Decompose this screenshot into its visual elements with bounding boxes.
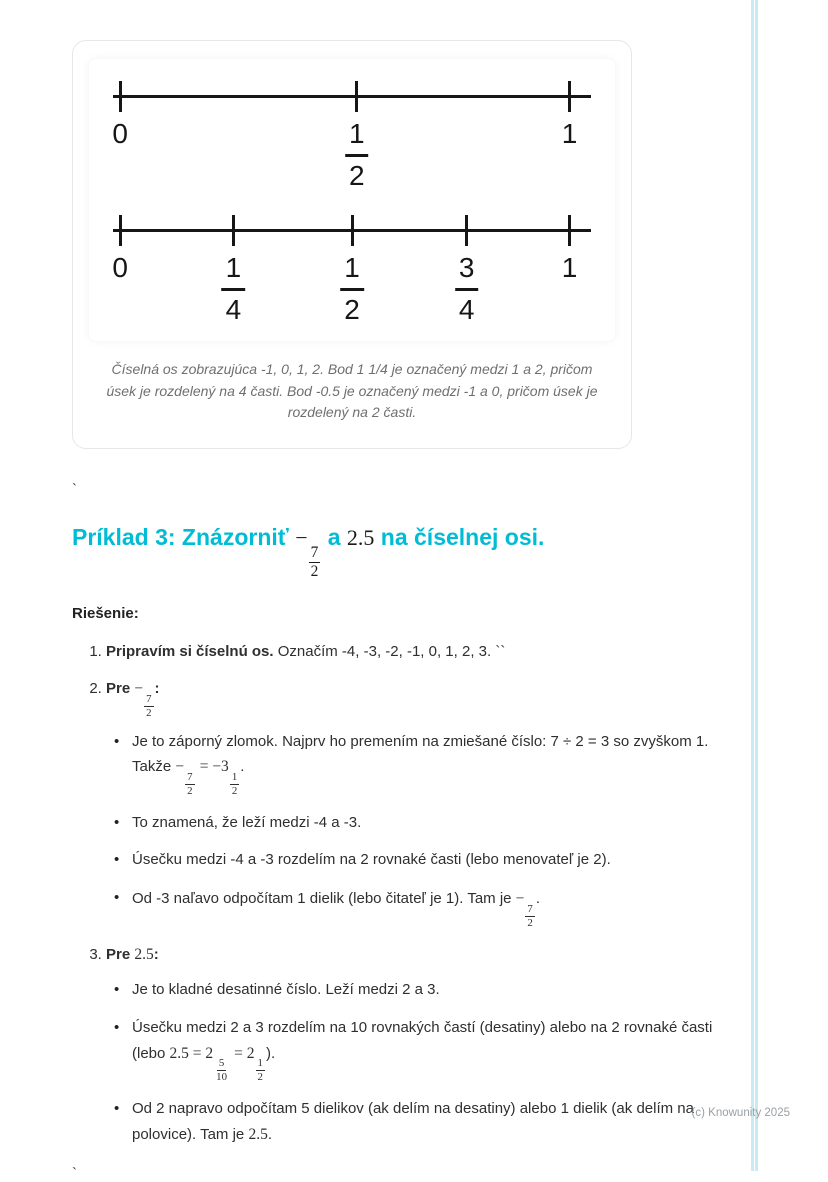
solution-steps — [72, 640, 720, 1148]
bullet-text: ). — [265, 1044, 276, 1062]
heading-text: na číselnej osi. — [380, 524, 545, 551]
bullet-item — [128, 811, 720, 836]
tick-mark — [119, 215, 122, 246]
step-negative-fraction — [106, 676, 720, 929]
math-mixed-fraction: $\frac{5}{10}$ — [216, 1057, 227, 1084]
tick-mark — [232, 215, 235, 246]
step-bold-text: Pripravím si číselnú os. — [106, 642, 274, 660]
math-fraction: − $\frac{7}{2}$ — [134, 680, 152, 720]
figure-caption: Číselná os zobrazujúca -1, 0, 1, 2. Bod 1 1/4 je označený medzi 1 a 2, pričom úsek je rozdelený na 4 časti. Bod -0.5 je označený medzi -1 a 0, pričom úsek je rozdelený na 2 časti. — [106, 361, 598, 421]
fraction-denominator: 2 — [344, 293, 360, 325]
stray-backtick-bottom: ` — [72, 1165, 77, 1182]
bullet-text: Je to záporný zlomok. Najprv ho premením na zmiešané číslo: 7 ÷ 2 = 3 so zvyškom 1. Takže — [132, 732, 709, 776]
heading-math-fraction: − $\frac{7}{2}$ — [295, 525, 319, 581]
fraction-denominator: 4 — [458, 293, 475, 325]
math-decimal: 2.5 — [134, 946, 154, 964]
math-mixed-fraction: $\frac{1}{2}$ — [257, 1057, 263, 1084]
math-fraction: − $\frac{7}{2}$ — [515, 890, 533, 929]
math-equation: 2.5 = 2 — [169, 1044, 214, 1062]
tick-label-fraction — [455, 253, 479, 326]
tick-mark — [119, 81, 122, 112]
bullet-text: Úsečku medzi -4 a -3 rozdelím na 2 rovnaké časti (lebo menovateľ je 2). — [132, 851, 611, 869]
step-bold-text: : — [153, 946, 159, 964]
fraction-numerator: 3 — [455, 253, 479, 291]
tick-label-fraction — [345, 119, 369, 192]
bullet-text: Od -3 naľavo odpočítam 1 dielik (lebo čitateľ je 1). Tam je — [132, 890, 512, 908]
copyright-notice: (c) Knowunity 2025 — [691, 1107, 790, 1119]
fraction-numerator: 1 — [340, 253, 364, 291]
section-heading — [72, 523, 720, 580]
bullet-item — [128, 730, 720, 798]
page-edge-decoration — [751, 0, 758, 1171]
number-line-quarters — [113, 209, 591, 337]
tick-mark — [568, 215, 571, 246]
heading-math-decimal: 2.5 — [346, 525, 375, 551]
tick-label-fraction — [222, 253, 246, 326]
tick-label: 0 — [112, 252, 128, 283]
tick-mark — [355, 81, 358, 112]
axis-line — [113, 95, 591, 98]
math-decimal: 2.5 — [248, 1125, 268, 1143]
stray-backtick-top: ` — [72, 481, 77, 499]
tick-label: 1 — [561, 118, 578, 149]
bullet-item — [128, 1097, 720, 1148]
figure-card — [72, 40, 632, 449]
tick-mark — [351, 215, 354, 246]
bullet-item — [128, 978, 720, 1003]
step-bold-text: : — [154, 680, 160, 698]
heading-text: a — [327, 524, 341, 551]
tick-label-fraction — [340, 253, 364, 326]
bullet-text: Je to kladné desatinné číslo. Leží medzi 2 a 3. — [132, 981, 440, 999]
step-prepare-axis — [106, 640, 720, 665]
tick-label: 1 — [561, 252, 578, 283]
math-mixed-fraction: $\frac{1}{2}$ — [231, 770, 238, 798]
math-fraction: − $\frac{7}{2}$ — [175, 758, 193, 798]
tick-mark — [465, 215, 468, 246]
fraction-denominator: 4 — [225, 293, 242, 325]
step-bullets — [106, 730, 720, 930]
number-line-figure — [89, 59, 615, 341]
number-line-halves — [113, 75, 591, 203]
math-equation: = 2 — [234, 1044, 255, 1062]
bullet-text: . — [535, 890, 541, 908]
bullet-text: To znamená, že leží medzi -4 a -3. — [132, 813, 362, 831]
fraction-denominator: 2 — [348, 159, 365, 191]
step-bullets — [106, 978, 720, 1147]
bullet-text: . — [240, 758, 245, 776]
bullet-item — [128, 1016, 720, 1084]
bullet-text: . — [267, 1125, 272, 1143]
solution-label: Riešenie: — [72, 604, 139, 622]
math-equation: = −3 — [199, 758, 229, 776]
tick-label: 0 — [112, 118, 128, 149]
bullet-item — [128, 848, 720, 873]
step-text: Označím -4, -3, -2, -1, 0, 1, 2, 3. `` — [277, 642, 506, 660]
step-bold-text: Pre — [106, 680, 131, 698]
heading-text: Príklad 3: Znázorniť — [72, 524, 289, 551]
fraction-numerator: 1 — [222, 253, 246, 291]
step-bold-text: Pre — [106, 946, 131, 964]
bullet-text: Od 2 napravo odpočítam 5 dielikov (ak delím na desatiny) alebo 1 dielik (ak delím na polovice). Tam je — [132, 1099, 694, 1143]
page-content — [72, 0, 720, 1181]
bullet-text: Úsečku medzi 2 a 3 rozdelím na 10 rovnakých častí (desatiny) alebo na 2 rovnaké časti (lebo — [132, 1018, 713, 1062]
tick-mark — [568, 81, 571, 112]
bullet-item — [128, 886, 720, 929]
fraction-numerator: 1 — [345, 119, 369, 157]
step-decimal — [106, 942, 720, 1147]
